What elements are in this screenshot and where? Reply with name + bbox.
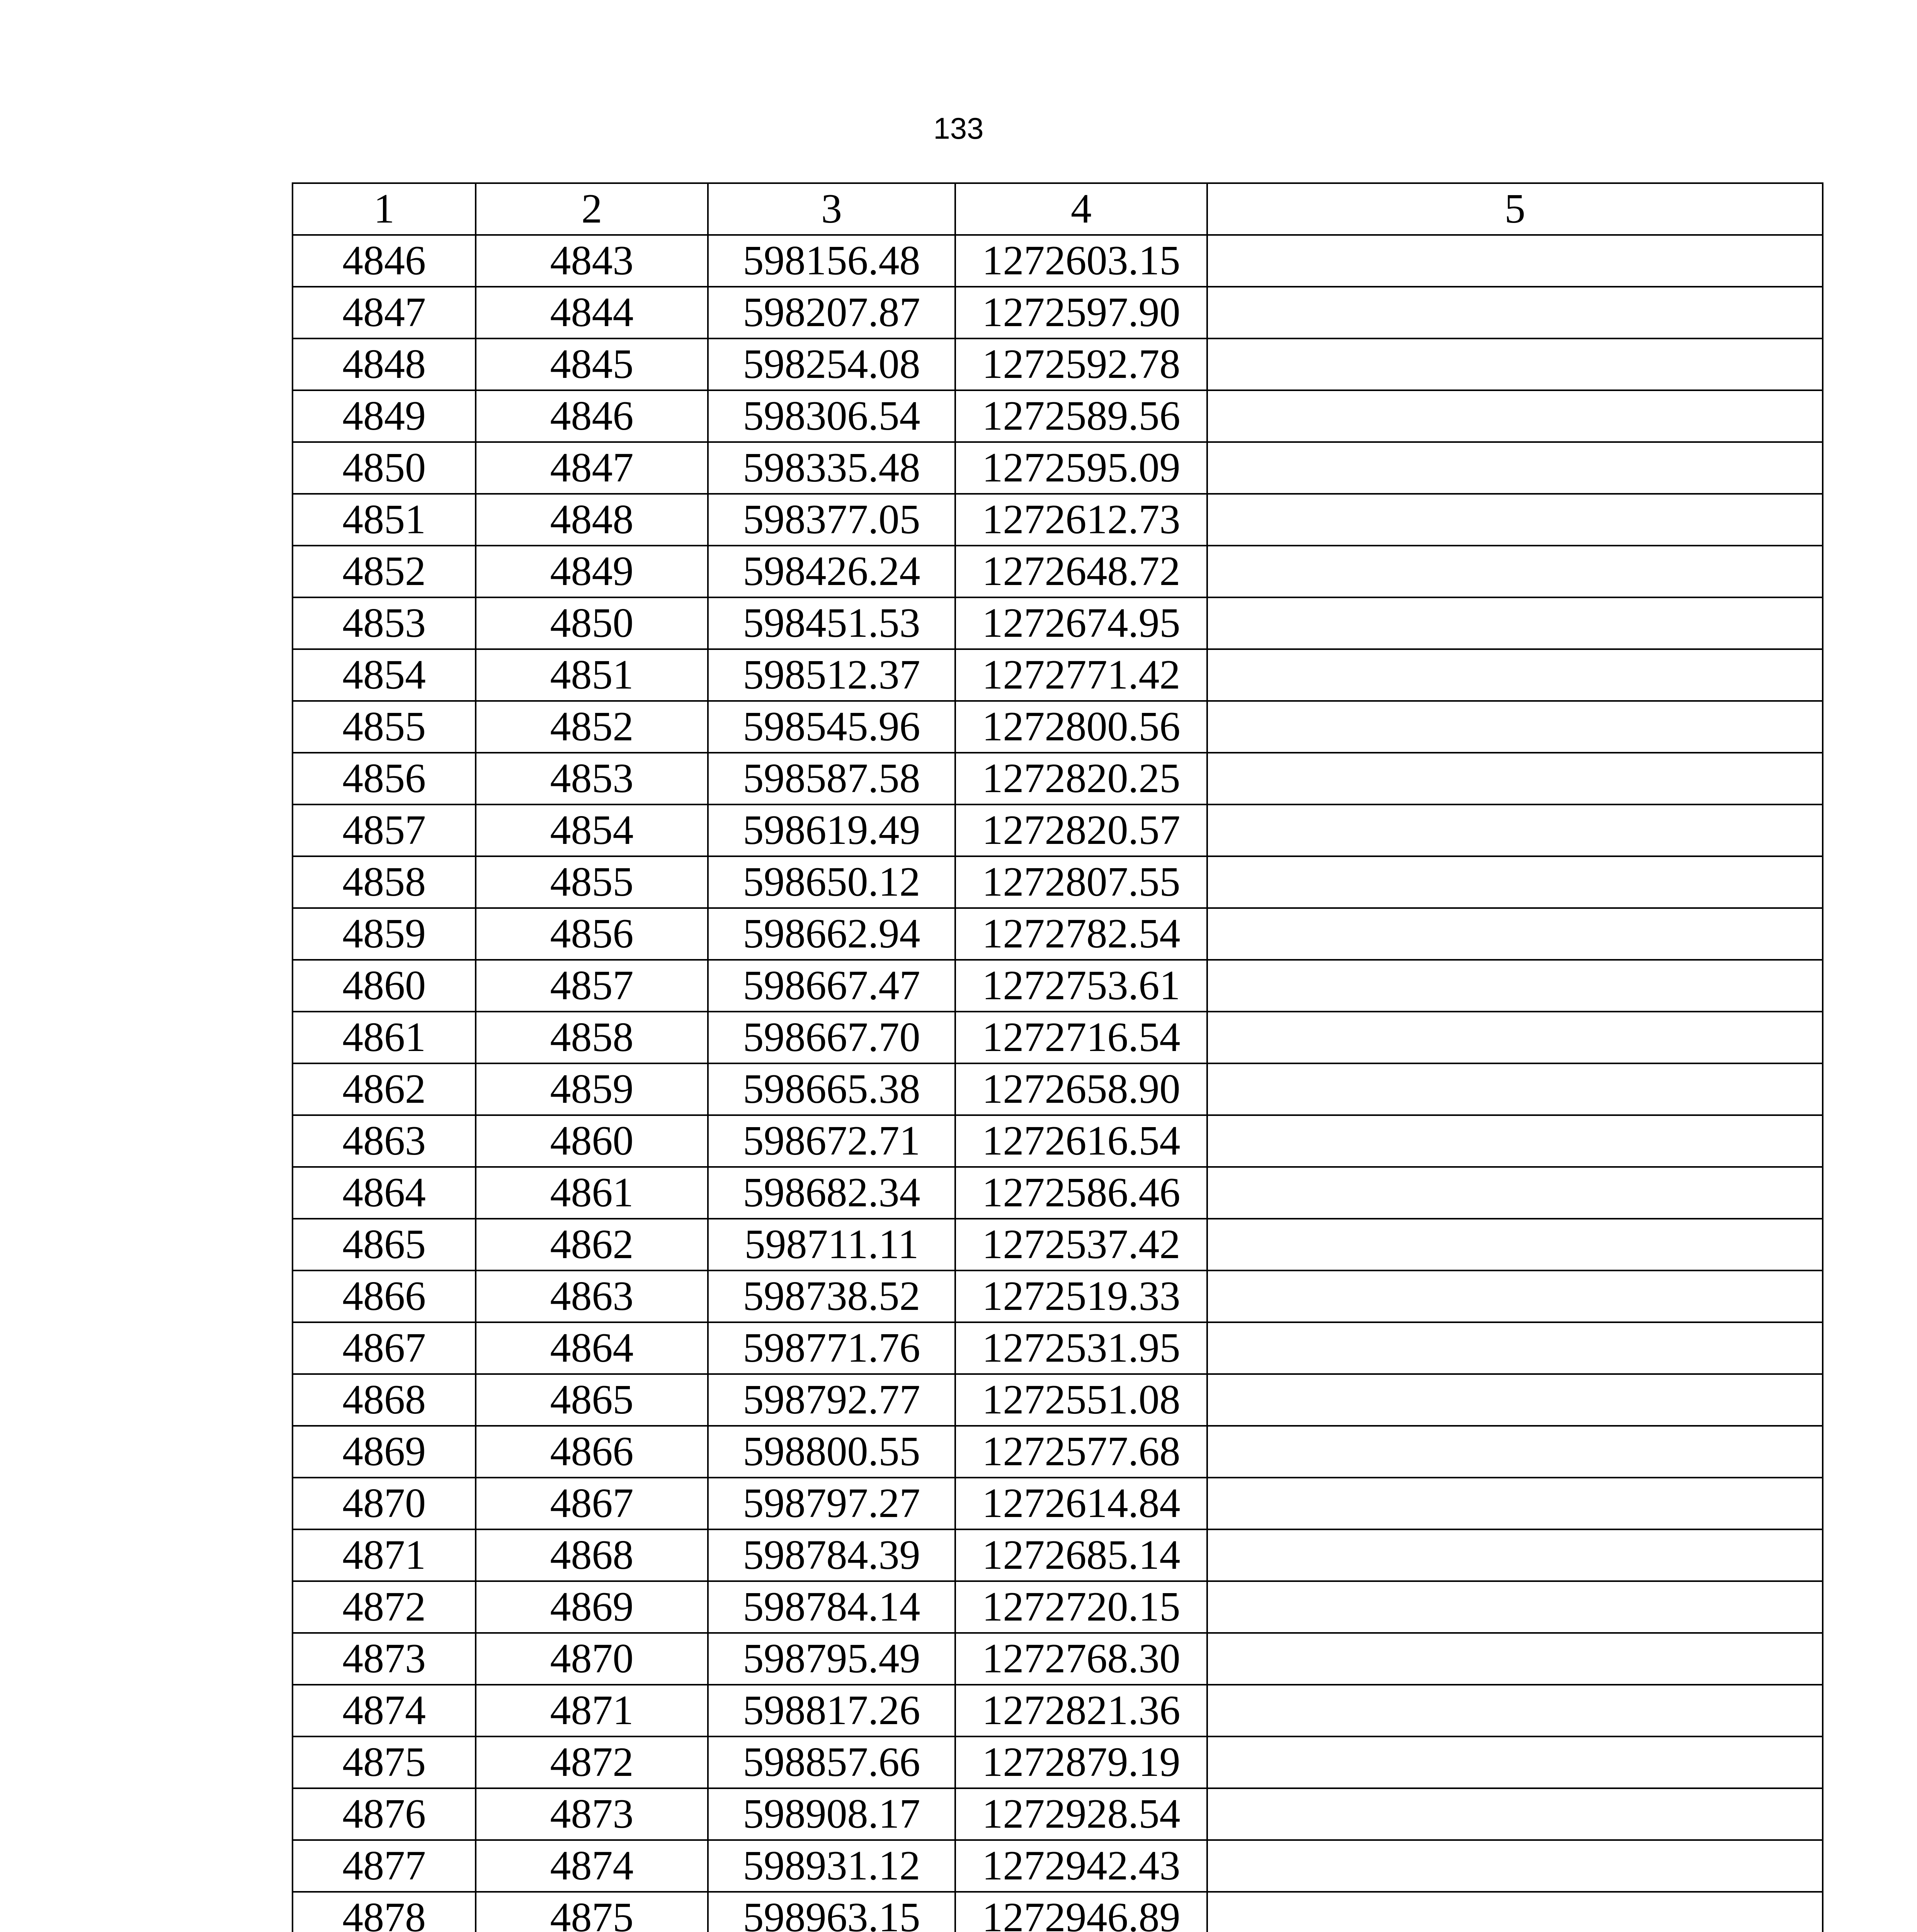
table-cell-col-2: 4844	[476, 287, 708, 338]
table-cell-col-4: 1272595.09	[955, 442, 1207, 494]
table-row	[293, 1581, 1823, 1633]
table-cell-col-1: 4861	[293, 1012, 476, 1063]
table-cell-col-1: 4857	[293, 804, 476, 856]
table-cell-col-3: 598254.08	[708, 338, 955, 390]
table-cell-col-3: 598682.34	[708, 1167, 955, 1219]
table-cell-col-5	[1207, 1219, 1823, 1270]
column-header-3: 3	[708, 183, 955, 235]
table-cell-col-1: 4856	[293, 753, 476, 804]
table-cell-col-2: 4874	[476, 1840, 708, 1892]
table-cell-col-4: 1272716.54	[955, 1012, 1207, 1063]
table-cell-col-3: 598377.05	[708, 494, 955, 546]
table-cell-col-4: 1272519.33	[955, 1270, 1207, 1322]
table-cell-col-4: 1272821.36	[955, 1685, 1207, 1736]
table-cell-col-1: 4849	[293, 390, 476, 442]
table-cell-col-4: 1272648.72	[955, 546, 1207, 597]
table-cell-col-1: 4869	[293, 1426, 476, 1478]
table-cell-col-5	[1207, 1633, 1823, 1685]
table-cell-col-2: 4853	[476, 753, 708, 804]
table-row	[293, 1270, 1823, 1322]
table-cell-col-5	[1207, 287, 1823, 338]
table-cell-col-1: 4858	[293, 856, 476, 908]
table-cell-col-5	[1207, 960, 1823, 1012]
table-cell-col-5	[1207, 1840, 1823, 1892]
table-cell-col-1: 4850	[293, 442, 476, 494]
table-cell-col-1: 4860	[293, 960, 476, 1012]
table-row	[293, 856, 1823, 908]
table-row	[293, 1892, 1823, 1932]
table-cell-col-4: 1272603.15	[955, 235, 1207, 287]
table-row	[293, 546, 1823, 597]
table-cell-col-3: 598667.47	[708, 960, 955, 1012]
table-row	[293, 1012, 1823, 1063]
table-cell-col-1: 4866	[293, 1270, 476, 1322]
table-cell-col-1: 4852	[293, 546, 476, 597]
table-cell-col-4: 1272879.19	[955, 1736, 1207, 1788]
table-cell-col-3: 598784.14	[708, 1581, 955, 1633]
table-row	[293, 597, 1823, 649]
table-row	[293, 1529, 1823, 1581]
table-cell-col-3: 598512.37	[708, 649, 955, 701]
table-cell-col-3: 598792.77	[708, 1374, 955, 1426]
table-cell-col-4: 1272616.54	[955, 1115, 1207, 1167]
table-row	[293, 1685, 1823, 1736]
table-cell-col-4: 1272782.54	[955, 908, 1207, 960]
table-row	[293, 1374, 1823, 1426]
table-cell-col-4: 1272946.89	[955, 1892, 1207, 1932]
table-row	[293, 1633, 1823, 1685]
table-row	[293, 235, 1823, 287]
table-cell-col-2: 4871	[476, 1685, 708, 1736]
table-cell-col-3: 598795.49	[708, 1633, 955, 1685]
table-cell-col-5	[1207, 1892, 1823, 1932]
table-cell-col-3: 598797.27	[708, 1478, 955, 1529]
table-row	[293, 1322, 1823, 1374]
table-cell-col-5	[1207, 1426, 1823, 1478]
table-cell-col-2: 4843	[476, 235, 708, 287]
table-row	[293, 753, 1823, 804]
table-cell-col-1: 4874	[293, 1685, 476, 1736]
table-cell-col-3: 598619.49	[708, 804, 955, 856]
table-cell-col-4: 1272592.78	[955, 338, 1207, 390]
table-row	[293, 1788, 1823, 1840]
table-cell-col-2: 4854	[476, 804, 708, 856]
table-cell-col-2: 4849	[476, 546, 708, 597]
page-number: 133	[933, 111, 984, 145]
table-cell-col-5	[1207, 1736, 1823, 1788]
table-cell-col-2: 4868	[476, 1529, 708, 1581]
table-cell-col-4: 1272531.95	[955, 1322, 1207, 1374]
table-cell-col-3: 598662.94	[708, 908, 955, 960]
table-cell-col-1: 4877	[293, 1840, 476, 1892]
table-cell-col-4: 1272768.30	[955, 1633, 1207, 1685]
column-header-5: 5	[1207, 183, 1823, 235]
table-cell-col-5	[1207, 908, 1823, 960]
table-cell-col-1: 4864	[293, 1167, 476, 1219]
table-cell-col-5	[1207, 1012, 1823, 1063]
table-cell-col-3: 598738.52	[708, 1270, 955, 1322]
table-cell-col-2: 4855	[476, 856, 708, 908]
table-row	[293, 1219, 1823, 1270]
table-cell-col-4: 1272820.57	[955, 804, 1207, 856]
table-cell-col-3: 598963.15	[708, 1892, 955, 1932]
table-row	[293, 1115, 1823, 1167]
table-cell-col-4: 1272807.55	[955, 856, 1207, 908]
table-cell-col-2: 4860	[476, 1115, 708, 1167]
table-cell-col-3: 598545.96	[708, 701, 955, 753]
table-cell-col-2: 4852	[476, 701, 708, 753]
table-cell-col-2: 4864	[476, 1322, 708, 1374]
table-cell-col-5	[1207, 442, 1823, 494]
table-cell-col-2: 4850	[476, 597, 708, 649]
table-cell-col-3: 598672.71	[708, 1115, 955, 1167]
table-cell-col-1: 4865	[293, 1219, 476, 1270]
table-cell-col-5	[1207, 1322, 1823, 1374]
table-cell-col-1: 4859	[293, 908, 476, 960]
table-row	[293, 442, 1823, 494]
table-cell-col-5	[1207, 1270, 1823, 1322]
table-cell-col-1: 4872	[293, 1581, 476, 1633]
table-cell-col-5	[1207, 753, 1823, 804]
table-cell-col-1: 4848	[293, 338, 476, 390]
table-cell-col-5	[1207, 1685, 1823, 1736]
table-cell-col-5	[1207, 546, 1823, 597]
table-cell-col-4: 1272586.46	[955, 1167, 1207, 1219]
table-cell-col-2: 4851	[476, 649, 708, 701]
table-cell-col-4: 1272674.95	[955, 597, 1207, 649]
table-cell-col-1: 4870	[293, 1478, 476, 1529]
table-row	[293, 804, 1823, 856]
table-cell-col-2: 4848	[476, 494, 708, 546]
column-header-4: 4	[955, 183, 1207, 235]
table-cell-col-3: 598857.66	[708, 1736, 955, 1788]
table-cell-col-4: 1272577.68	[955, 1426, 1207, 1478]
table-cell-col-2: 4856	[476, 908, 708, 960]
table-cell-col-2: 4847	[476, 442, 708, 494]
table-cell-col-3: 598156.48	[708, 235, 955, 287]
table-cell-col-5	[1207, 1063, 1823, 1115]
table-cell-col-1: 4867	[293, 1322, 476, 1374]
table-cell-col-2: 4845	[476, 338, 708, 390]
table-cell-col-3: 598665.38	[708, 1063, 955, 1115]
table-cell-col-1: 4854	[293, 649, 476, 701]
table-cell-col-5	[1207, 1529, 1823, 1581]
table-cell-col-4: 1272928.54	[955, 1788, 1207, 1840]
table-header-row	[293, 183, 1823, 235]
table-row	[293, 1478, 1823, 1529]
table-cell-col-3: 598306.54	[708, 390, 955, 442]
table-cell-col-5	[1207, 649, 1823, 701]
table-cell-col-3: 598587.58	[708, 753, 955, 804]
table-row	[293, 1736, 1823, 1788]
table-cell-col-1: 4878	[293, 1892, 476, 1932]
table-cell-col-4: 1272771.42	[955, 649, 1207, 701]
table-cell-col-5	[1207, 235, 1823, 287]
table-cell-col-5	[1207, 597, 1823, 649]
table-cell-col-1: 4847	[293, 287, 476, 338]
table-cell-col-3: 598207.87	[708, 287, 955, 338]
table-cell-col-1: 4853	[293, 597, 476, 649]
table-cell-col-3: 598931.12	[708, 1840, 955, 1892]
table-row	[293, 1426, 1823, 1478]
table-body	[293, 235, 1823, 1932]
table-cell-col-3: 598335.48	[708, 442, 955, 494]
table-cell-col-4: 1272720.15	[955, 1581, 1207, 1633]
table-cell-col-4: 1272589.56	[955, 390, 1207, 442]
table-cell-col-2: 4872	[476, 1736, 708, 1788]
table-cell-col-5	[1207, 1167, 1823, 1219]
table-cell-col-2: 4867	[476, 1478, 708, 1529]
table-cell-col-1: 4863	[293, 1115, 476, 1167]
table-cell-col-1: 4871	[293, 1529, 476, 1581]
table-cell-col-5	[1207, 1374, 1823, 1426]
table-cell-col-2: 4858	[476, 1012, 708, 1063]
table-cell-col-5	[1207, 338, 1823, 390]
table-cell-col-3: 598771.76	[708, 1322, 955, 1374]
table-cell-col-3: 598817.26	[708, 1685, 955, 1736]
table-row	[293, 287, 1823, 338]
table-cell-col-4: 1272820.25	[955, 753, 1207, 804]
table-row	[293, 908, 1823, 960]
column-header-2: 2	[476, 183, 708, 235]
table-cell-col-4: 1272612.73	[955, 494, 1207, 546]
table-row	[293, 338, 1823, 390]
table-cell-col-1: 4846	[293, 235, 476, 287]
coordinates-table	[292, 182, 1823, 1932]
table-cell-col-3: 598667.70	[708, 1012, 955, 1063]
table-cell-col-1: 4851	[293, 494, 476, 546]
table-cell-col-3: 598784.39	[708, 1529, 955, 1581]
column-header-1: 1	[293, 183, 476, 235]
table-cell-col-5	[1207, 494, 1823, 546]
table-row	[293, 390, 1823, 442]
table-cell-col-3: 598426.24	[708, 546, 955, 597]
table-cell-col-2: 4862	[476, 1219, 708, 1270]
table-cell-col-5	[1207, 390, 1823, 442]
table-cell-col-1: 4855	[293, 701, 476, 753]
table-cell-col-2: 4866	[476, 1426, 708, 1478]
table-cell-col-3: 598800.55	[708, 1426, 955, 1478]
table-cell-col-2: 4861	[476, 1167, 708, 1219]
table-cell-col-3: 598711.11	[708, 1219, 955, 1270]
table-row	[293, 701, 1823, 753]
table-cell-col-2: 4865	[476, 1374, 708, 1426]
table-cell-col-2: 4873	[476, 1788, 708, 1840]
table-cell-col-4: 1272614.84	[955, 1478, 1207, 1529]
table-cell-col-1: 4876	[293, 1788, 476, 1840]
table-cell-col-5	[1207, 701, 1823, 753]
table-cell-col-4: 1272597.90	[955, 287, 1207, 338]
table-cell-col-4: 1272800.56	[955, 701, 1207, 753]
table-row	[293, 1167, 1823, 1219]
table-cell-col-5	[1207, 804, 1823, 856]
table-row	[293, 960, 1823, 1012]
table-cell-col-3: 598908.17	[708, 1788, 955, 1840]
table-cell-col-2: 4859	[476, 1063, 708, 1115]
table-cell-col-4: 1272537.42	[955, 1219, 1207, 1270]
table-cell-col-1: 4875	[293, 1736, 476, 1788]
table-cell-col-3: 598451.53	[708, 597, 955, 649]
table-cell-col-2: 4870	[476, 1633, 708, 1685]
table-row	[293, 494, 1823, 546]
table-cell-col-2: 4857	[476, 960, 708, 1012]
table-cell-col-3: 598650.12	[708, 856, 955, 908]
table-cell-col-1: 4873	[293, 1633, 476, 1685]
table-cell-col-5	[1207, 1788, 1823, 1840]
table-cell-col-5	[1207, 1478, 1823, 1529]
table-cell-col-4: 1272753.61	[955, 960, 1207, 1012]
table-cell-col-5	[1207, 1581, 1823, 1633]
table-cell-col-1: 4868	[293, 1374, 476, 1426]
table-row	[293, 1063, 1823, 1115]
table-cell-col-1: 4862	[293, 1063, 476, 1115]
table-cell-col-4: 1272658.90	[955, 1063, 1207, 1115]
table-cell-col-5	[1207, 1115, 1823, 1167]
table-cell-col-2: 4869	[476, 1581, 708, 1633]
table-cell-col-4: 1272942.43	[955, 1840, 1207, 1892]
table-cell-col-2: 4875	[476, 1892, 708, 1932]
table-cell-col-4: 1272685.14	[955, 1529, 1207, 1581]
table-cell-col-4: 1272551.08	[955, 1374, 1207, 1426]
table-row	[293, 1840, 1823, 1892]
table-row	[293, 649, 1823, 701]
table-cell-col-2: 4846	[476, 390, 708, 442]
table-cell-col-2: 4863	[476, 1270, 708, 1322]
table-cell-col-5	[1207, 856, 1823, 908]
